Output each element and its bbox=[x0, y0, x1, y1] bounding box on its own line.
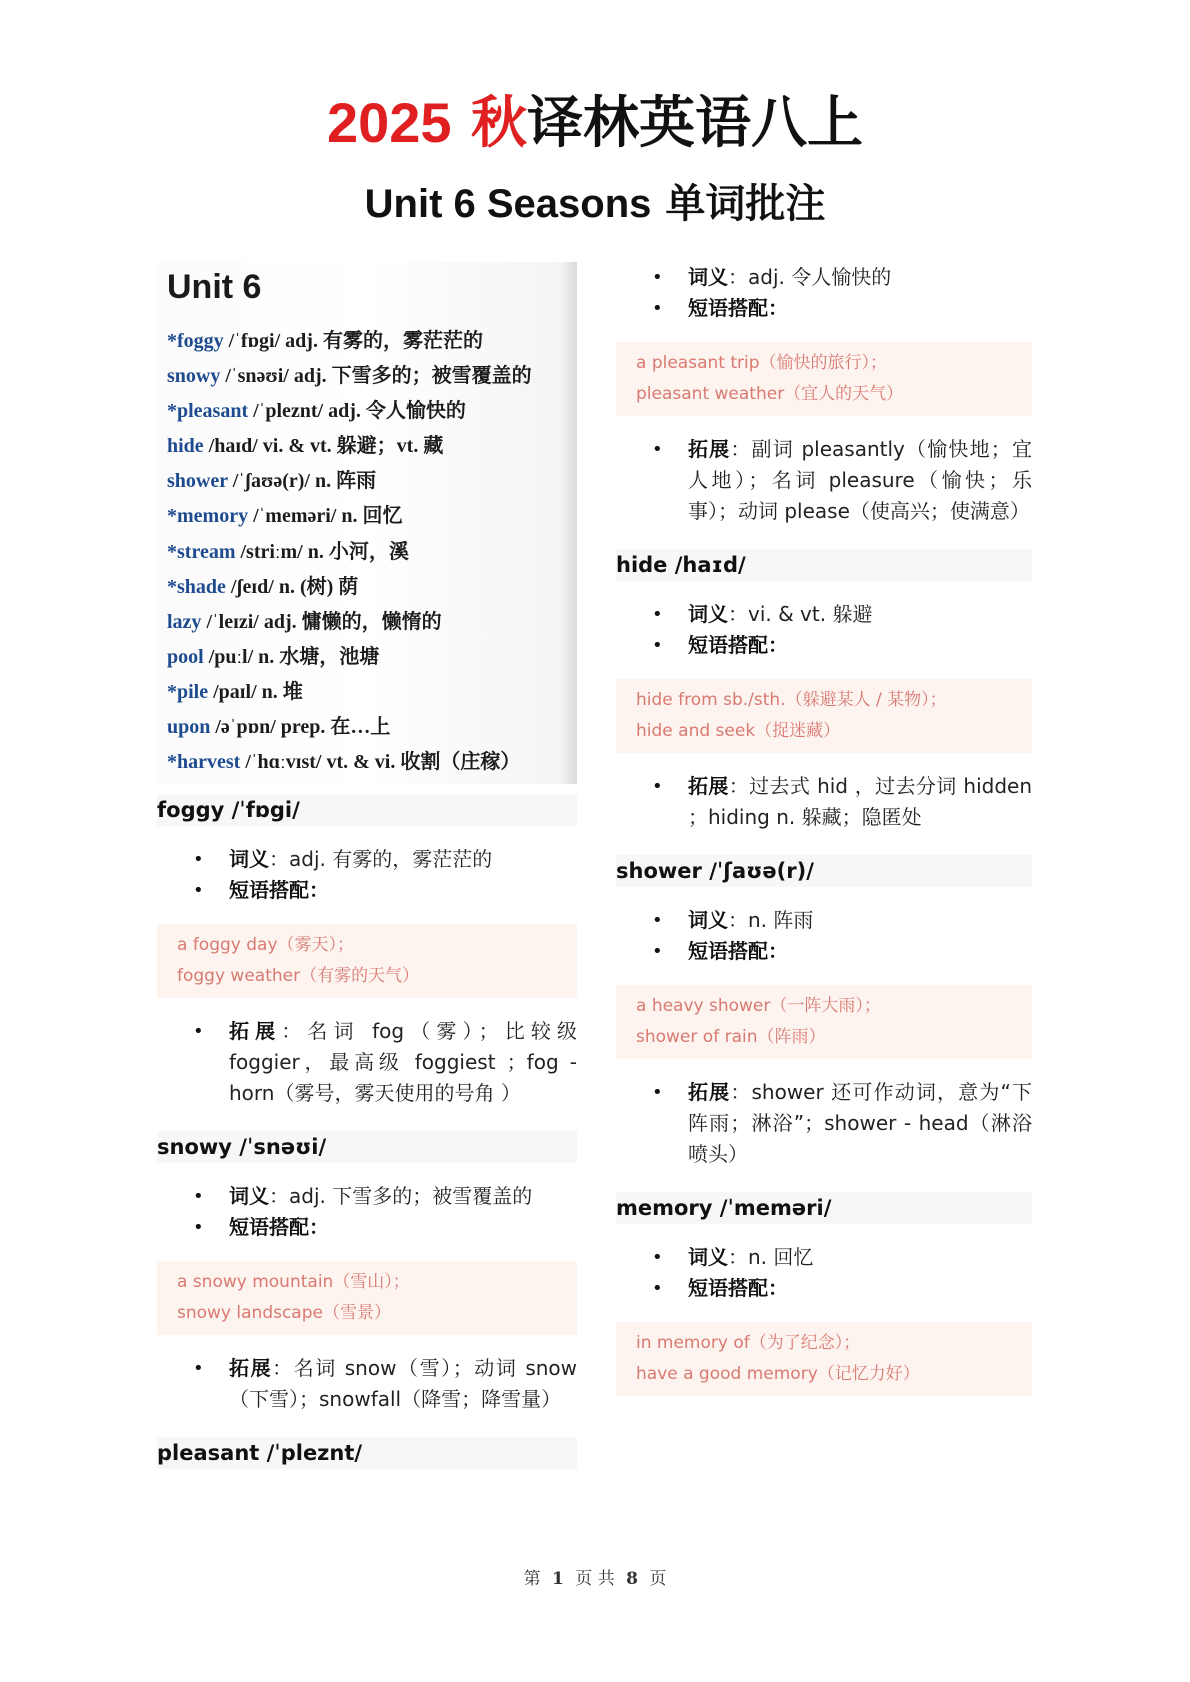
entry-foggy bbox=[157, 794, 577, 1109]
vocab-row bbox=[167, 605, 571, 640]
entry-heading-snowy: snowy /ˈsnəʊi/ bbox=[157, 1131, 577, 1163]
meaning-label: 词义 bbox=[229, 1184, 269, 1208]
meaning-item bbox=[688, 1242, 1032, 1273]
meaning-text: ：adj. 有雾的，雾茫茫的 bbox=[269, 847, 493, 871]
vocab-word: *memory bbox=[167, 505, 249, 528]
vocab-row bbox=[167, 394, 571, 429]
extension-bullets bbox=[616, 1077, 1032, 1170]
vocab-gloss: /paɪl/ n. 堆 bbox=[208, 680, 303, 703]
vocab-word: *pile bbox=[167, 680, 209, 703]
phrase-line: a foggy day（雾天）； bbox=[177, 935, 355, 955]
vocab-row bbox=[167, 499, 571, 534]
vocab-row bbox=[167, 535, 571, 570]
meaning-label: 词义 bbox=[229, 847, 269, 871]
unit-title: Unit 6 Seasons bbox=[364, 182, 652, 226]
extension-bullets bbox=[616, 434, 1032, 527]
entry-bullets bbox=[157, 1181, 577, 1243]
phrases-label: 短语搭配 bbox=[229, 878, 309, 902]
phrase-line: shower of rain（阵雨） bbox=[636, 1027, 826, 1047]
phrase-line: hide and seek（捉迷藏） bbox=[636, 721, 841, 741]
vocab-row bbox=[167, 324, 571, 359]
vocab-gloss: /əˈpɒn/ prep. 在…上 bbox=[210, 716, 391, 739]
vocab-row bbox=[167, 745, 571, 780]
vocab-gloss: /striːm/ n. 小河，溪 bbox=[235, 540, 409, 563]
right-column bbox=[616, 262, 1032, 1414]
entry-memory bbox=[616, 1192, 1032, 1396]
extension-text: ：名词 fog（雾）；比较级 foggier，最高级 foggiest ；fog - horn（雾号，雾天使用的号角 ） bbox=[229, 1019, 577, 1105]
meaning-item bbox=[229, 844, 577, 875]
vocab-gloss: /puːl/ n. 水塘，池塘 bbox=[203, 645, 380, 668]
phrase-line: a snowy mountain（雪山）； bbox=[177, 1272, 410, 1292]
meaning-text: ：n. 阵雨 bbox=[728, 908, 814, 932]
extension-label: 拓展 bbox=[688, 774, 729, 798]
meaning-item bbox=[688, 905, 1032, 936]
phrase-line: in memory of（为了纪念）； bbox=[636, 1333, 861, 1353]
vocab-word: snowy bbox=[167, 365, 221, 388]
footer-middle: 页 共 bbox=[575, 1569, 615, 1589]
extension-text: ：shower 还可作动词，意为“下阵雨；淋浴”；shower - head（淋浴喷头） bbox=[688, 1080, 1033, 1166]
phrase-box bbox=[157, 1261, 577, 1335]
phrases-item: • 短语搭配： bbox=[688, 630, 1032, 661]
vocab-gloss: /ˈmeməri/ n. 回忆 bbox=[248, 505, 403, 528]
entry-pleasant bbox=[616, 262, 1032, 527]
page-number: 1 bbox=[552, 1569, 564, 1589]
phrase-box bbox=[616, 342, 1032, 416]
entry-heading-shower: shower /ˈʃaʊə(r)/ bbox=[616, 855, 1032, 887]
entry-bullets bbox=[616, 1242, 1032, 1304]
vocab-word: *foggy bbox=[167, 330, 224, 352]
extension-text: ：名词 snow（雪）；动词 snow（下雪）；snowfall（降雪；降雪量） bbox=[229, 1356, 578, 1411]
extension-item bbox=[688, 771, 1032, 833]
subtitle-text: 单词批注 bbox=[665, 181, 826, 227]
vocab-gloss: /ˈleɪzi/ adj. 慵懒的，懒惰的 bbox=[201, 610, 442, 633]
entry-heading-pleasant: pleasant /ˈpleznt/ bbox=[157, 1437, 577, 1469]
extension-label: 拓展 bbox=[229, 1019, 282, 1043]
vocab-row bbox=[167, 710, 571, 745]
phrase-line: foggy weather（有雾的天气） bbox=[177, 966, 420, 986]
extension-item bbox=[688, 1077, 1032, 1170]
vocab-row bbox=[167, 359, 571, 394]
entry-heading-memory: memory /ˈmeməri/ bbox=[616, 1192, 1032, 1224]
extension-bullets bbox=[157, 1016, 577, 1109]
phrase-box bbox=[616, 679, 1032, 753]
entry-shower bbox=[616, 855, 1032, 1170]
vocab-word: hide bbox=[167, 435, 204, 458]
extension-text: ：过去式 hid ，过去分词 hidden ；hiding n. 躲藏；隐匿处 bbox=[688, 774, 1033, 829]
vocab-image-heading: Unit 6 bbox=[167, 268, 262, 306]
phrases-label: 短语搭配 bbox=[688, 633, 768, 657]
title-autumn: 秋 bbox=[471, 91, 528, 156]
vocab-word: shower bbox=[167, 470, 228, 493]
phrases-item: • 短语搭配： bbox=[688, 936, 1032, 967]
main-title bbox=[0, 86, 1190, 161]
vocab-gloss: /ˈʃaʊə(r)/ n. 阵雨 bbox=[227, 470, 377, 493]
meaning-text: ：adj. 下雪多的；被雪覆盖的 bbox=[269, 1184, 533, 1208]
phrase-line: pleasant weather（宜人的天气） bbox=[636, 384, 904, 404]
phrase-box bbox=[157, 924, 577, 998]
vocab-word: *harvest bbox=[167, 751, 241, 774]
phrase-line: a pleasant trip（愉快的旅行）； bbox=[636, 353, 887, 373]
extension-label: 拓展 bbox=[688, 1080, 731, 1104]
vocab-row bbox=[167, 464, 571, 499]
entry-bullets bbox=[616, 599, 1032, 661]
extension-bullets bbox=[157, 1353, 577, 1415]
phrase-line: hide from sb./sth.（躲避某人 / 某物）； bbox=[636, 690, 947, 710]
vocab-gloss: /ˈsnəʊi/ adj. 下雪多的；被雪覆盖的 bbox=[220, 365, 532, 388]
title-year: 2025 bbox=[326, 91, 452, 154]
phrase-line: have a good memory（记忆力好） bbox=[636, 1364, 920, 1384]
phrase-box bbox=[616, 1322, 1032, 1396]
vocab-row bbox=[167, 570, 571, 605]
left-column bbox=[157, 262, 577, 1487]
vocab-word: upon bbox=[167, 716, 211, 739]
vocab-gloss: /ʃeɪd/ n. (树) 荫 bbox=[225, 575, 359, 598]
vocab-row bbox=[167, 640, 571, 675]
extension-label: 拓展 bbox=[229, 1356, 273, 1380]
vocab-word: *stream bbox=[167, 540, 236, 563]
phrases-label: 短语搭配 bbox=[688, 296, 768, 320]
phrases-item: • 短语搭配： bbox=[688, 1273, 1032, 1304]
phrases-label: 短语搭配 bbox=[688, 1276, 768, 1300]
extension-bullets bbox=[616, 771, 1032, 833]
extension-label: 拓展 bbox=[688, 437, 731, 461]
entry-hide bbox=[616, 549, 1032, 833]
vocab-gloss: /ˈpleznt/ adj. 令人愉快的 bbox=[248, 400, 466, 423]
phrases-item: • 短语搭配： bbox=[229, 875, 577, 906]
vocab-word: pool bbox=[167, 645, 204, 668]
phrase-line: snowy landscape（雪景） bbox=[177, 1303, 391, 1323]
vocab-image-list bbox=[167, 324, 571, 780]
extension-text: ：副词 pleasantly（愉快地；宜人地）；名词 pleasure（愉快；乐事）；动词 please（使高兴；使满意） bbox=[688, 437, 1032, 523]
phrases-item: • 短语搭配： bbox=[688, 293, 1032, 324]
entry-bullets bbox=[157, 844, 577, 906]
meaning-text: ：adj. 令人愉快的 bbox=[728, 265, 892, 289]
textbook-vocabulary-image bbox=[157, 262, 577, 784]
meaning-label: 词义 bbox=[688, 908, 728, 932]
vocab-gloss: /haɪd/ vi. & vt. 躲避；vt. 藏 bbox=[203, 435, 444, 458]
vocab-gloss: /ˈhɑːvɪst/ vt. & vi. 收割（庄稼） bbox=[240, 751, 521, 774]
meaning-label: 词义 bbox=[688, 265, 728, 289]
phrases-label: 短语搭配 bbox=[688, 939, 768, 963]
meaning-text: ：vi. & vt. 躲避 bbox=[728, 602, 873, 626]
vocab-word: *shade bbox=[167, 575, 226, 598]
entry-bullets bbox=[616, 262, 1032, 324]
footer-suffix: 页 bbox=[649, 1569, 667, 1589]
page-header bbox=[0, 86, 1190, 233]
extension-item bbox=[229, 1016, 577, 1109]
vocab-word: *pleasant bbox=[167, 400, 249, 423]
extension-item bbox=[688, 434, 1032, 527]
entry-heading-foggy: foggy /ˈfɒgi/ bbox=[157, 794, 577, 826]
vocab-row bbox=[167, 429, 571, 464]
footer-prefix: 第 bbox=[523, 1569, 541, 1589]
phrase-box bbox=[616, 985, 1032, 1059]
meaning-label: 词义 bbox=[688, 1245, 728, 1269]
phrases-label: 短语搭配 bbox=[229, 1215, 309, 1239]
page-footer bbox=[0, 1564, 1190, 1589]
meaning-label: 词义 bbox=[688, 602, 728, 626]
vocab-word: lazy bbox=[167, 610, 202, 633]
page-total: 8 bbox=[626, 1569, 638, 1589]
entry-heading-hide: hide /haɪd/ bbox=[616, 549, 1032, 581]
meaning-text: ：n. 回忆 bbox=[728, 1245, 814, 1269]
subtitle bbox=[0, 175, 1190, 233]
entry-snowy bbox=[157, 1131, 577, 1415]
phrase-line: a heavy shower（一阵大雨）； bbox=[636, 996, 881, 1016]
phrases-item: • 短语搭配： bbox=[229, 1212, 577, 1243]
vocab-row bbox=[167, 675, 571, 710]
meaning-item bbox=[688, 599, 1032, 630]
vocab-gloss: /ˈfɒgi/ adj. 有雾的，雾茫茫的 bbox=[223, 330, 483, 352]
meaning-item bbox=[229, 1181, 577, 1212]
meaning-item bbox=[688, 262, 1032, 293]
entry-bullets bbox=[616, 905, 1032, 967]
extension-item bbox=[229, 1353, 577, 1415]
title-textbook: 译林英语八上 bbox=[527, 91, 864, 156]
